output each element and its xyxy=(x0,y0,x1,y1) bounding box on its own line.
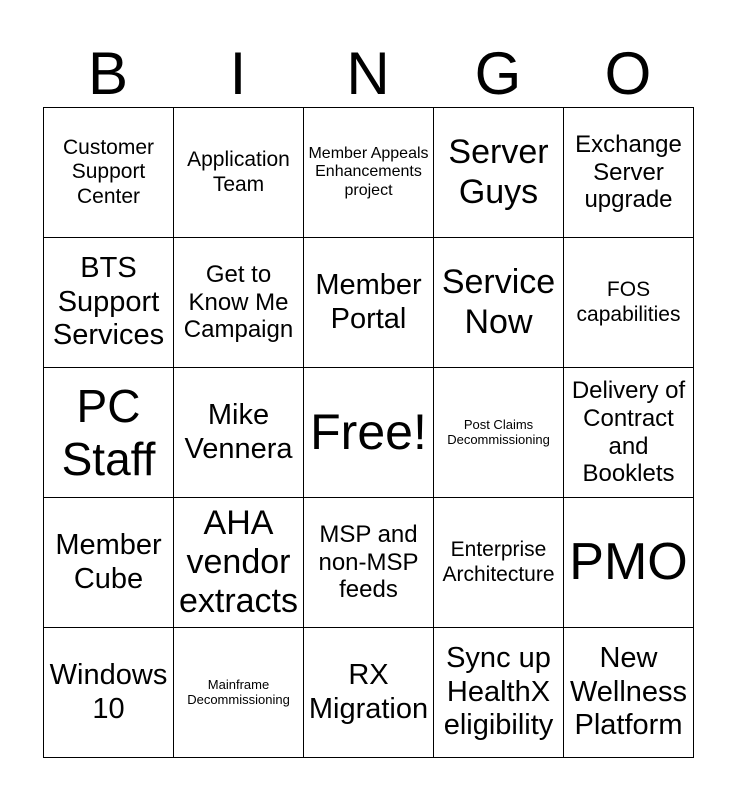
board-row xyxy=(44,238,694,368)
cell-label: Server Guys xyxy=(448,133,549,211)
cell-label: BTS Support Services xyxy=(52,252,165,352)
bingo-cell[interactable] xyxy=(304,628,434,758)
cell-label: AHA vendor extracts xyxy=(178,503,299,621)
cell-label: Mike Vennera xyxy=(184,399,293,465)
bingo-header xyxy=(43,40,693,108)
free-space-label: Free! xyxy=(310,403,427,460)
cell-label: Member Appeals Enhancements project xyxy=(308,144,429,199)
cell-label: Member Portal xyxy=(315,269,422,335)
header-letter-o: O xyxy=(604,40,652,107)
bingo-cell[interactable] xyxy=(44,628,174,758)
cell-label: FOS capabilities xyxy=(576,278,681,326)
bingo-cell[interactable] xyxy=(564,368,694,498)
bingo-cell[interactable] xyxy=(434,498,564,628)
board-row xyxy=(44,368,694,498)
cell-label: Delivery of Contract and Booklets xyxy=(571,377,686,488)
board-row xyxy=(44,498,694,628)
cell-label: PMO xyxy=(569,532,688,591)
bingo-cell[interactable] xyxy=(44,238,174,368)
bingo-cell[interactable] xyxy=(44,498,174,628)
bingo-cell[interactable] xyxy=(304,498,434,628)
cell-label: Customer Support Center xyxy=(62,136,155,208)
cell-label: PC Staff xyxy=(61,379,156,485)
bingo-cell[interactable] xyxy=(174,238,304,368)
bingo-board xyxy=(43,107,694,758)
cell-label: Post Claims Decommissioning xyxy=(447,416,550,447)
bingo-cell[interactable] xyxy=(44,368,174,498)
bingo-cell[interactable] xyxy=(304,108,434,238)
cell-label: Service Now xyxy=(441,263,556,341)
bingo-cell[interactable] xyxy=(564,628,694,758)
cell-label: Application Team xyxy=(187,148,290,196)
board-row xyxy=(44,108,694,238)
bingo-cell[interactable] xyxy=(44,108,174,238)
cell-label: Member Cube xyxy=(55,529,162,595)
board-row xyxy=(44,628,694,758)
bingo-cell[interactable] xyxy=(564,238,694,368)
header-letter-b: B xyxy=(87,40,129,107)
bingo-cell[interactable] xyxy=(174,108,304,238)
cell-label: Sync up HealthX eligibility xyxy=(443,642,554,742)
bingo-cell[interactable] xyxy=(174,628,304,758)
bingo-cell[interactable] xyxy=(434,238,564,368)
cell-label: Get to Know Me Campaign xyxy=(183,261,294,344)
cell-label: Mainframe Decommissioning xyxy=(187,676,290,707)
cell-label: Windows 10 xyxy=(49,659,168,725)
bingo-cell[interactable] xyxy=(434,628,564,758)
header-letter-n: N xyxy=(346,40,390,107)
cell-label: New Wellness Platform xyxy=(569,642,688,742)
bingo-cell[interactable] xyxy=(304,238,434,368)
bingo-cell[interactable] xyxy=(434,368,564,498)
header-letter-g: G xyxy=(474,40,522,107)
header-letter-i: I xyxy=(229,40,247,107)
free-space-cell[interactable] xyxy=(304,368,434,498)
bingo-cell[interactable] xyxy=(564,108,694,238)
bingo-cell[interactable] xyxy=(564,498,694,628)
bingo-cell[interactable] xyxy=(174,368,304,498)
cell-label: RX Migration xyxy=(308,659,429,725)
cell-label: Exchange Server upgrade xyxy=(575,131,682,214)
cell-label: MSP and non-MSP feeds xyxy=(318,521,419,604)
bingo-cell[interactable] xyxy=(434,108,564,238)
bingo-cell[interactable] xyxy=(174,498,304,628)
cell-label: Enterprise Architecture xyxy=(442,538,555,586)
